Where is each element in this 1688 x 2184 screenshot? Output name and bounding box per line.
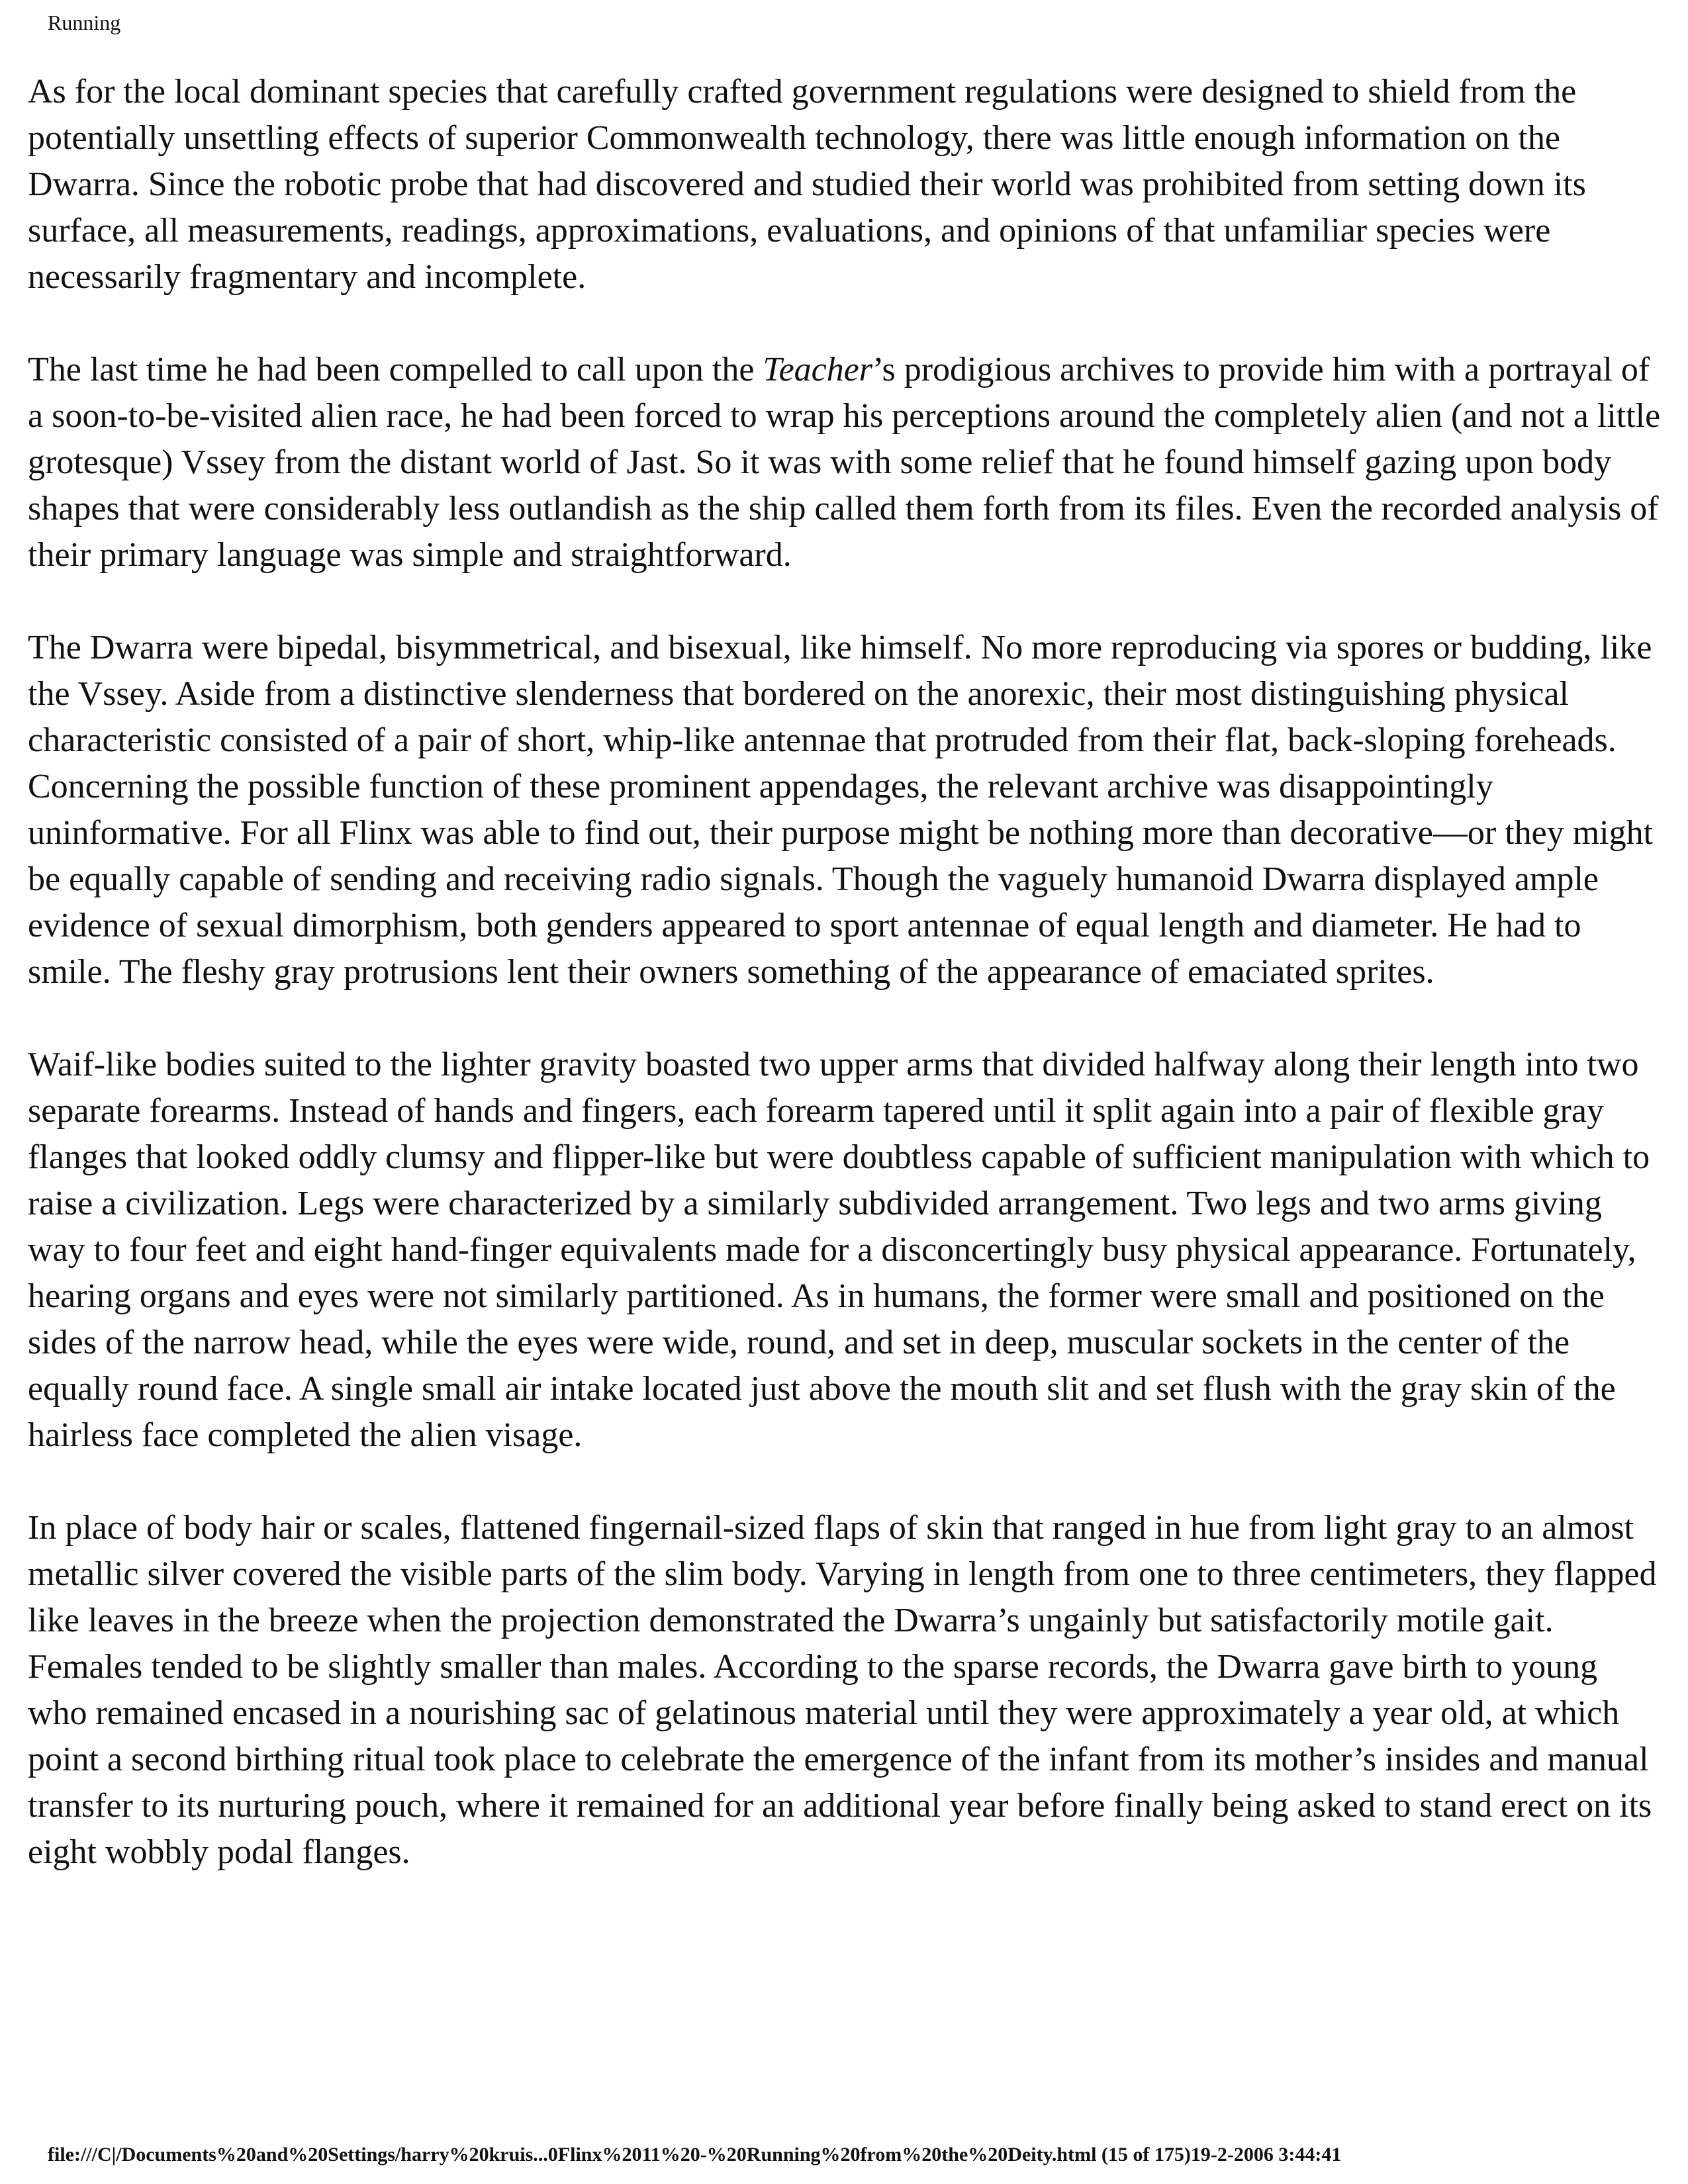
paragraph-1: As for the local dominant species that carefully crafted government regulations were designed to shield from the potentially unsettling effects of superior Commonwealth technology, there was little enough information on the Dwarra. Since the robotic probe that had discovered and studied their world was prohibited from setting down its surface, all measurements, readings, approximations, evaluations, and opinions of that unfamiliar species were necessarily fragmentary and incomplete. (28, 73, 1586, 296)
paragraph-3: The Dwarra were bipedal, bisymmetrical, and bisexual, like himself. No more reproducing via spores or budding, like the Vssey. Aside from a distinctive slenderness that bordered on the anorexic, their most distinguishing physical characteristic consisted of a pair of short, whip-like antennae that protruded from their flat, back-sloping foreheads. Concerning the possible function of these prominent appendages, the relevant archive was disappointingly uninformative. For all Flinx was able to find out, their purpose might be nothing more than decorative—or they might be equally capable of sending and receiving radio signals. Though the vaguely humanoid Dwarra displayed ample evidence of sexual dimorphism, both genders appeared to sport antennae of equal length and diameter. He had to smile. The fleshy gray protrusions lent their owners something of the appearance of emaciated sprites. (28, 629, 1654, 991)
running-header-title: Running (48, 11, 121, 34)
paragraph-2-rest: ’s prodigious archives to provide him with a portrayal of a soon-to-be-visited alien race, he had been forced to wrap his perceptions around the completely alien (and not a little grotesque) Vssey from the distant world of Jast. So it was with some relief that he found himself gazing upon body shapes that were considerably less outlandish as the ship called them forth from its files. Even the recorded analysis of their primary language was simple and straightforward. (28, 351, 1661, 574)
paragraph-2 (28, 347, 1663, 578)
ship-name-teacher: Teacher (763, 351, 873, 388)
paragraph-2-start: The last time he had been compelled to call upon the (28, 351, 763, 388)
document-body (28, 69, 1663, 1922)
footer-file-path: file:///C|/Documents%20and%20Settings/harry%20kruis...0Flinx%2011%20-%20Running%20from%20the%20Deity.html (15 of 175)19-2-2006 3:44:41 (48, 2144, 1342, 2165)
paragraph-5: In place of body hair or scales, flattened fingernail-sized flaps of skin that ranged in hue from light gray to an almost metallic silver covered the visible parts of the slim body. Varying in length from one to three centimeters, they flapped like leaves in the breeze when the projection demonstrated the Dwarra’s ungainly but satisfactorily motile gait. Females tended to be slightly smaller than males. According to the sparse records, the Dwarra gave birth to young who remained encased in a nourishing sac of gelatinous material until they were approximately a year old, at which point a second birthing ritual took place to celebrate the emergence of the infant from its mother’s insides and manual transfer to its nurturing pouch, where it remained for an additional year before finally being asked to stand erect on its eight wobbly podal flanges. (28, 1509, 1657, 1871)
paragraph-4: Waif-like bodies suited to the lighter gravity boasted two upper arms that divided halfway along their length into two separate forearms. Instead of hands and fingers, each forearm tapered until it split again into a pair of flexible gray flanges that looked oddly clumsy and flipper-like but were doubtless capable of sufficient manipulation with which to raise a civilization. Legs were characterized by a similarly subdivided arrangement. Two legs and two arms giving way to four feet and eight hand-finger equivalents made for a disconcertingly busy physical appearance. Fortunately, hearing organs and eyes were not similarly partitioned. As in humans, the former were small and positioned on the sides of the narrow head, while the eyes were wide, round, and set in deep, muscular sockets in the center of the equally round face. A single small air intake located just above the mouth slit and set flush with the gray skin of the hairless face completed the alien visage. (28, 1046, 1650, 1454)
